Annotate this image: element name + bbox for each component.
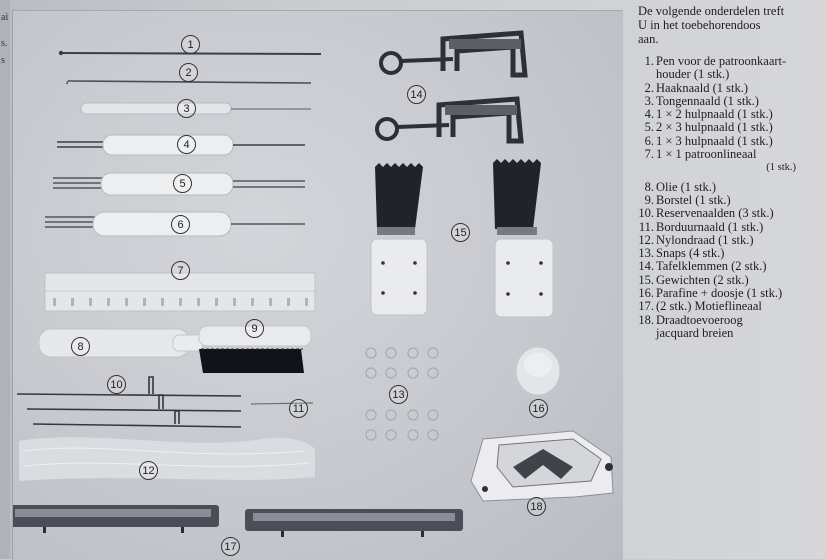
part-text: Nylondraad (1 stk.)	[656, 232, 754, 247]
part-text: Pen voor de patroonkaart-	[656, 54, 787, 68]
part-number: 3 .	[634, 95, 654, 108]
nylon-thread	[19, 437, 315, 481]
part-text: (2 stk.) Motieflineaal	[656, 299, 762, 314]
previous-page-edge	[0, 0, 10, 559]
yarn-feeder	[471, 431, 613, 501]
label-2: 2	[179, 63, 198, 82]
label-11: 11	[289, 399, 308, 418]
part-text: Gewichten (2 stk.)	[656, 272, 749, 287]
part-item-11	[628, 221, 824, 234]
part-number: 12 .	[634, 234, 654, 247]
label-4: 4	[177, 135, 196, 154]
parts-intro	[638, 4, 824, 46]
part-number: 15 .	[634, 274, 654, 287]
label-16: 16	[529, 399, 548, 418]
label-3: 3	[177, 99, 196, 118]
label-12: 12	[139, 461, 158, 480]
accessories-illustration	[13, 11, 623, 560]
part-text-cont: jacquard breien	[656, 325, 734, 340]
part-item-4	[628, 108, 824, 121]
parts-list	[628, 4, 824, 384]
part-number: 2 .	[634, 82, 654, 95]
part-item-15	[628, 274, 824, 287]
part-number: 16 .	[634, 287, 654, 300]
intro-line: aan.	[638, 32, 659, 46]
part-text: Tongennaald (1 stk.)	[656, 93, 759, 108]
part-text: 1 × 2 hulpnaald (1 stk.)	[656, 107, 773, 122]
part-number: 14 .	[634, 260, 654, 273]
left-page-text: s	[1, 55, 5, 66]
oil-bottle	[39, 329, 203, 357]
part-number: 5 .	[634, 121, 654, 134]
part-item-7	[628, 148, 824, 175]
part-text-cont: (1 stk.)	[766, 162, 796, 174]
label-18: 18	[527, 497, 546, 516]
part-item-10	[628, 207, 824, 220]
spare-needles	[17, 377, 241, 427]
part-text: Snaps (4 stk.)	[656, 246, 725, 261]
part-item-3	[628, 95, 824, 108]
part-item-1	[628, 55, 824, 82]
part-text: 1 × 1 patroonlineaal	[656, 147, 757, 162]
part-number: 13 .	[634, 247, 654, 260]
part-text: Draadtoevoeroog	[656, 312, 743, 327]
part-text: Tafelklemmen (2 stk.)	[656, 259, 767, 274]
part-item-18	[628, 314, 824, 341]
part-item-17	[628, 300, 824, 313]
part-text-cont: houder (1 stk.)	[656, 67, 730, 82]
part-number: 9 .	[634, 194, 654, 207]
part-number: 1 .	[634, 55, 654, 68]
paraffin-box	[516, 347, 560, 395]
intro-line: U in het toebehorendoos	[638, 18, 761, 32]
intro-line: De volgende onderdelen treft	[638, 4, 785, 18]
latch-needle	[81, 103, 311, 114]
part-item-9	[628, 194, 824, 207]
label-5: 5	[173, 174, 192, 193]
table-clamps	[377, 33, 525, 141]
label-14: 14	[407, 85, 426, 104]
part-item-6	[628, 135, 824, 148]
label-15: 15	[451, 223, 470, 242]
part-item-8	[628, 181, 824, 194]
part-item-5	[628, 121, 824, 134]
part-number: 8 .	[634, 181, 654, 194]
part-number: 18 .	[634, 314, 654, 327]
label-10: 10	[107, 375, 126, 394]
motif-rulers	[13, 505, 463, 537]
label-17: 17	[221, 537, 240, 556]
part-item-2	[628, 82, 824, 95]
accessories-photo	[12, 10, 623, 560]
part-item-13	[628, 247, 824, 260]
part-number: 6 .	[634, 135, 654, 148]
left-page-text: s.	[1, 38, 8, 49]
label-13: 13	[389, 385, 408, 404]
part-number: 11 .	[634, 221, 654, 234]
left-page-text: ai	[1, 12, 9, 23]
part-item-12	[628, 234, 824, 247]
part-number: 4 .	[634, 108, 654, 121]
label-1: 1	[181, 35, 200, 54]
part-number: 10 .	[634, 207, 654, 220]
label-9: 9	[245, 319, 264, 338]
parts-items	[628, 55, 824, 340]
part-text: Borduurnaald (1 stk.)	[656, 219, 764, 234]
part-text: 1 × 3 hulpnaald (1 stk.)	[656, 133, 773, 148]
part-text: Borstel (1 stk.)	[656, 192, 731, 207]
part-item-16	[628, 287, 824, 300]
part-text: Reservenaalden (3 stk.)	[656, 206, 774, 221]
part-text: Haaknaald (1 stk.)	[656, 80, 748, 95]
part-text: 2 × 3 hulpnaald (1 stk.)	[656, 120, 773, 135]
part-number: 17 .	[634, 300, 654, 313]
label-7: 7	[171, 261, 190, 280]
part-item-14	[628, 260, 824, 273]
label-6: 6	[171, 215, 190, 234]
part-number: 7 .	[634, 148, 654, 161]
label-8: 8	[71, 337, 90, 356]
part-text: Parafine + doosje (1 stk.)	[656, 286, 783, 301]
part-text: Olie (1 stk.)	[656, 179, 717, 194]
